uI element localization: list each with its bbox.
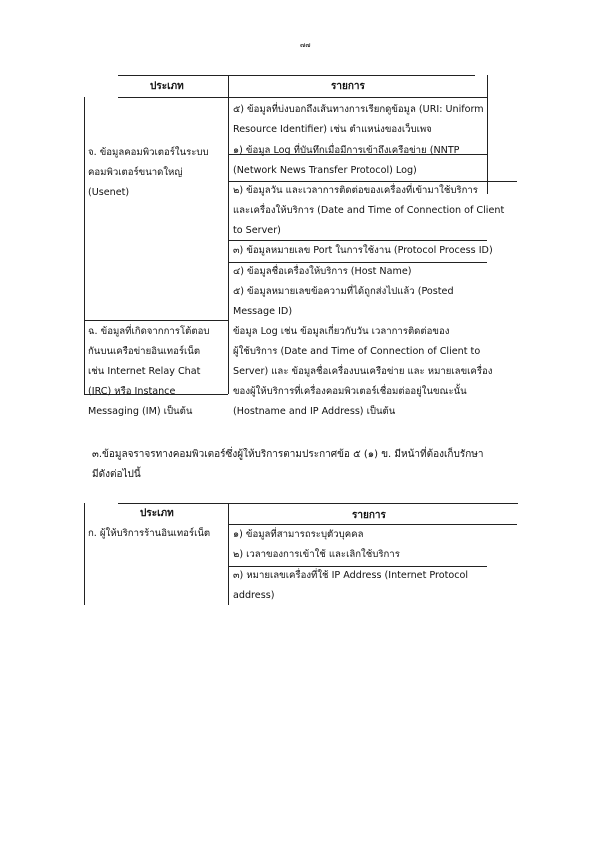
table-1-right-border xyxy=(487,75,488,194)
table-1-row-type-cell: ฉ. ข้อมูลที่เกิดจากการโต้ตอบ xyxy=(88,326,210,337)
table-1-row-type-cell: (IRC) หรือ Instance xyxy=(88,386,176,397)
table-2-left-border xyxy=(84,503,85,605)
table-2-item-text: address) xyxy=(233,590,275,601)
table-1-left-border xyxy=(84,97,85,394)
table-1-row-rule xyxy=(84,320,228,321)
table-2-item-text: ๑) ข้อมูลที่สามารถระบุตัวบุคคล xyxy=(233,529,364,540)
table-2-top-rule xyxy=(118,503,518,504)
table-1-row-type-cell: Messaging (IM) เป็นต้น xyxy=(88,406,193,417)
table-1-item-text: (Network News Transfer Protocol) Log) xyxy=(233,165,417,176)
table-2-item-text: ๒) เวลาของการเข้าใช้ และเลิกใช้บริการ xyxy=(233,549,400,560)
table-1-row-type-cell: จ. ข้อมูลคอมพิวเตอร์ในระบบ xyxy=(88,147,209,158)
table-1-row-type-cell: เช่น Internet Relay Chat xyxy=(88,366,201,377)
table-2-column-divider xyxy=(228,503,229,605)
table-1-item-text: to Server) xyxy=(233,225,281,236)
table-1-item-text: Server) และ ข้อมูลชื่อเครื่องบนเครือข่าย และ หมายเลขเครื่อง xyxy=(233,366,493,377)
table-1-item-text: Resource Identifier) เช่น ตำแหน่งของเว็บเพจ xyxy=(233,124,432,135)
table-1-row-type-cell: กันบนเครือข่ายอินเทอร์เน็ต xyxy=(88,346,201,357)
table-1-item-text: (Hostname and IP Address) เป็นต้น xyxy=(233,406,396,417)
table-2-header-type: ประเภท xyxy=(140,508,174,519)
table-1-header-rule xyxy=(118,97,487,98)
table-2-row-type-cell: ก. ผู้ให้บริการร้านอินเทอร์เน็ต xyxy=(88,528,211,539)
table-1-item-text: ผู้ใช้บริการ (Date and Time of Connection of Client to xyxy=(233,346,481,357)
table-1-item-text: ๕) ข้อมูลหมายเลขข้อความที่ได้ถูกส่งไปแล้ว (Posted xyxy=(233,286,454,297)
table-2-header-items: รายการ xyxy=(352,510,386,521)
table-1-item-text: Message ID) xyxy=(233,306,293,317)
page-number: ๗๗ xyxy=(300,41,311,49)
table-1-top-rule xyxy=(118,75,475,76)
table-1-header-items: รายการ xyxy=(331,81,365,92)
table-1-row-type-cell: คอมพิวเตอร์ขนาดใหญ่ xyxy=(88,167,183,178)
table-1-item-text: ๑) ข้อมูล Log ที่บันทึกเมื่อมีการเข้าถึงเครือข่าย (NNTP xyxy=(233,145,460,156)
table-1-header-type: ประเภท xyxy=(150,81,184,92)
table-1-item-text: ข้อมูล Log เช่น ข้อมูลเกี่ยวกับวัน เวลาการติดต่อของ xyxy=(233,326,450,337)
table-1-item-text: ๒) ข้อมูลวัน และเวลาการติดต่อของเครื่องที่เข้ามาใช้บริการ xyxy=(233,185,478,196)
table-1-item-text: ของผู้ให้บริการที่เครื่องคอมพิวเตอร์เชื่อมต่ออยู่ในขณะนั้น xyxy=(233,386,467,397)
table-1-item-text: ๔) ข้อมูลชื่อเครื่องให้บริการ (Host Name) xyxy=(233,266,412,277)
paragraph-line: ๓.ข้อมูลจราจรทางคอมพิวเตอร์ซึ่งผู้ให้บริการตามประกาศข้อ ๕ (๑) ข. มีหน้าที่ต้องเก็บรักษา xyxy=(92,449,484,460)
table-2-item-text: ๓) หมายเลขเครื่องที่ใช้ IP Address (Internet Protocol xyxy=(233,570,469,581)
table-1-item-text: ๕) ข้อมูลที่บ่งบอกถึงเส้นทางการเรียกดูข้อมูล (URI: Uniform xyxy=(233,104,484,115)
paragraph-line: มีดังต่อไปนี้ xyxy=(92,469,141,480)
table-1-column-divider xyxy=(228,75,229,394)
table-1-row-type-cell: (Usenet) xyxy=(88,187,130,198)
table-1-item-text: ๓) ข้อมูลหมายเลข Port ในการใช้งาน (Protocol Process ID) xyxy=(233,245,493,256)
table-1-item-text: และเครื่องให้บริการ (Date and Time of Connection of Client xyxy=(233,205,505,216)
